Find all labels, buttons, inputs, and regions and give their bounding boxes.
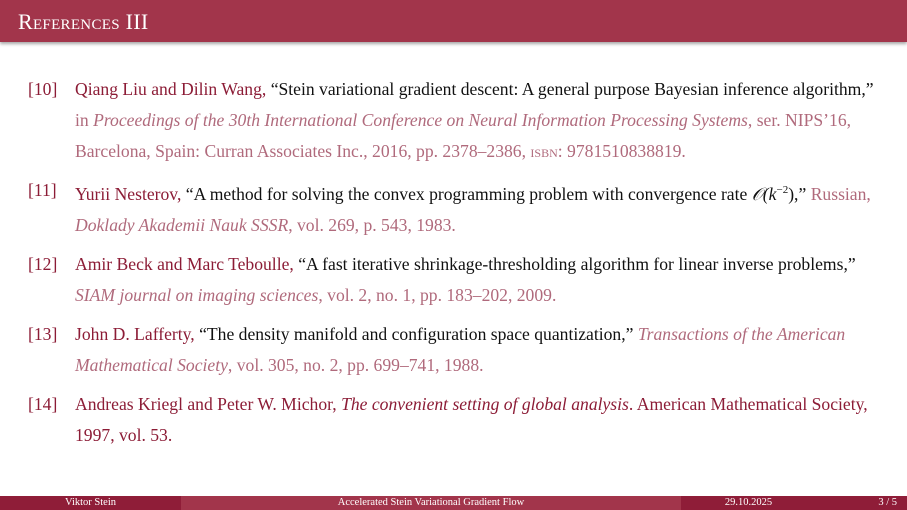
reference-details: . American Mathematical Society, 1997, vol. 53.	[75, 393, 868, 445]
reference-authors: Qiang Liu and Dilin Wang,	[75, 79, 267, 99]
reference-venue: Doklady Akademii Nauk SSSR	[75, 214, 289, 235]
slide-footer	[0, 496, 907, 510]
reference-item	[28, 319, 888, 381]
reference-authors: John D. Lafferty,	[75, 323, 195, 344]
reference-details: , vol. 2, no. 1, pp. 183–202, 2009.	[318, 284, 557, 305]
reference-isbn-label: isbn	[530, 141, 558, 161]
reference-title: “A method for solving the convex programming problem with convergence rate	[185, 183, 748, 204]
slide-header	[0, 0, 907, 42]
reference-title-end: ),”	[788, 183, 807, 204]
footer-talk-title: Accelerated Stein Variational Gradient Flow	[181, 496, 681, 510]
reference-number: [10]	[28, 79, 58, 99]
reference-math-base: 𝒪(k	[751, 183, 777, 204]
reference-details: , vol. 305, no. 2, pp. 699–741, 1988.	[227, 354, 484, 375]
reference-item	[28, 175, 888, 241]
reference-title: “Stein variational gradient descent: A general purpose Bayesian inference algorithm,”	[270, 79, 874, 99]
reference-details: , ser. NIPS’16, Barcelona, Spain: Curran Associates Inc., 2016, pp. 2378–2386,	[75, 110, 852, 161]
reference-item	[28, 249, 888, 311]
reference-title: “The density manifold and configuration space quantization,”	[199, 323, 634, 344]
reference-language: Russian,	[810, 183, 871, 204]
reference-number: [14]	[28, 393, 58, 414]
reference-isbn: : 9781510838819.	[557, 141, 686, 161]
reference-authors: Andreas Kriegl and Peter W. Michor,	[75, 393, 337, 414]
reference-item	[28, 74, 888, 167]
footer-date: 29.10.2025	[681, 496, 816, 510]
reference-math	[752, 184, 788, 204]
reference-title: “A fast iterative shrinkage-thresholding algorithm for linear inverse problems,”	[298, 253, 856, 274]
reference-venue: Proceedings of the 30th International Conference on Neural Information Processing Systems	[93, 110, 748, 130]
reference-number: [11]	[28, 180, 57, 200]
reference-authors: Amir Beck and Marc Teboulle,	[75, 253, 294, 274]
reference-math-exponent: −2	[776, 184, 789, 196]
reference-venue: Transactions of the American Mathematical Society	[75, 323, 846, 375]
reference-authors: Yurii Nesterov,	[75, 183, 182, 204]
reference-number: [12]	[28, 253, 58, 274]
reference-details: , vol. 269, p. 543, 1983.	[288, 214, 456, 235]
reference-in: in	[75, 110, 89, 130]
reference-item	[28, 389, 888, 451]
footer-author: Viktor Stein	[0, 496, 181, 510]
reference-venue: SIAM journal on imaging sciences	[75, 284, 319, 305]
reference-number: [13]	[28, 323, 58, 344]
footer-page-number: 3 / 5	[878, 497, 897, 508]
slide-title: References III	[18, 9, 149, 34]
reference-book-title: The convenient setting of global analysis	[341, 393, 629, 414]
footer-page-box	[816, 496, 907, 510]
reference-list	[28, 74, 888, 459]
